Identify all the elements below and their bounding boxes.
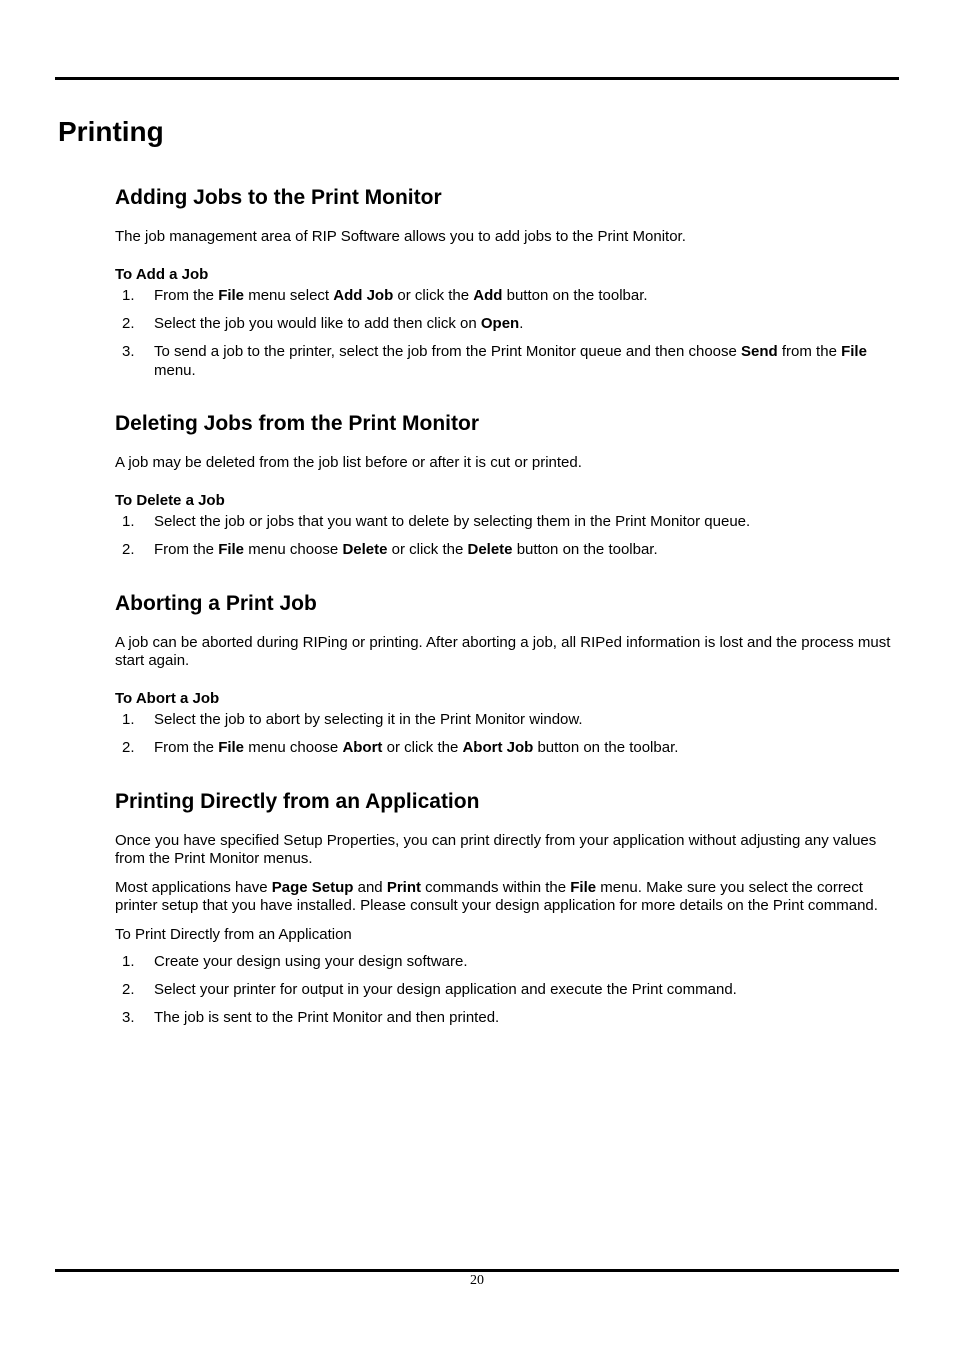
ui-term: File (218, 541, 245, 558)
steps-list (115, 287, 895, 380)
main-content (115, 184, 895, 1058)
step-number: 3. (122, 343, 135, 360)
section-paragraph: A job can be aborted during RIPing or printing. After aborting a job, all RIPed information is lost and the process must start again. (115, 633, 891, 669)
section-paragraph: Most applications have Page Setup and Print commands within the File menu. Make sure you select the correct printer setup that you have installed. Please consult your design application for more details on the Print command. (115, 878, 878, 914)
ui-term: Add (473, 287, 503, 304)
ui-term: Delete (467, 541, 513, 558)
step-text: Select the job or jobs that you want to delete by selecting them in the Print Monitor queue. (154, 513, 751, 530)
step-text: The job is sent to the Print Monitor and then printed. (154, 1009, 500, 1026)
section-heading: Printing Directly from an Application (115, 789, 480, 813)
ui-term: Abort Job (462, 739, 534, 756)
section-printing-directly (115, 788, 895, 1028)
list-item (115, 287, 895, 306)
step-text: From the File menu choose Delete or click the Delete button on the toolbar. (154, 541, 658, 558)
list-item (115, 315, 895, 334)
step-number: 1. (122, 513, 135, 530)
list-item (115, 541, 895, 560)
step-number: 2. (122, 739, 135, 756)
section (115, 184, 895, 380)
bottom-rule (55, 1269, 899, 1272)
step-text: From the File menu select Add Job or click the Add button on the toolbar. (154, 287, 648, 304)
list-item (115, 513, 895, 532)
step-text: To send a job to the printer, select the job from the Print Monitor queue and then choose Send from the File menu. (154, 343, 867, 379)
list-item (115, 711, 895, 730)
step-text: From the File menu choose Abort or click the Abort Job button on the toolbar. (154, 739, 679, 756)
list-item (115, 953, 895, 972)
ui-term: File (841, 343, 867, 360)
step-number: 2. (122, 541, 135, 558)
ui-term: Abort (342, 739, 383, 756)
procedure-title: To Print Directly from an Application (115, 925, 352, 943)
steps-list (115, 953, 895, 1028)
section-heading: Deleting Jobs from the Print Monitor (115, 412, 480, 435)
step-number: 2. (122, 981, 135, 998)
ui-term: Delete (342, 541, 388, 558)
list-item (115, 1009, 895, 1028)
ui-term: Add Job (333, 287, 394, 304)
step-number: 3. (122, 1009, 135, 1026)
ui-term: File (218, 287, 245, 304)
section-paragraph: Once you have specified Setup Properties, you can print directly from your application without adjusting any values from the Print Monitor menus. (115, 831, 877, 867)
step-text: Select the job you would like to add then click on Open. (154, 315, 524, 332)
ui-term: Page Setup (271, 878, 354, 896)
steps-list (115, 513, 895, 560)
top-rule (55, 77, 899, 80)
page-number: 20 (470, 1273, 484, 1288)
step-text: Select your printer for output in your design application and execute the Print command. (154, 981, 737, 998)
step-number: 1. (122, 287, 135, 304)
procedure-title: To Abort a Job (115, 689, 220, 707)
ui-term: Send (741, 343, 778, 360)
list-item (115, 739, 895, 758)
list-item (115, 981, 895, 1000)
section (115, 590, 895, 758)
section (115, 410, 895, 560)
step-text: Select the job to abort by selecting it in the Print Monitor window. (154, 711, 583, 728)
section-paragraph: The job management area of RIP Software allows you to add jobs to the Print Monitor. (115, 228, 686, 245)
step-number: 1. (122, 953, 135, 970)
ui-term: Open (480, 315, 520, 332)
step-number: 1. (122, 711, 135, 728)
ui-term: Print (386, 878, 421, 896)
section-heading: Adding Jobs to the Print Monitor (115, 186, 442, 209)
step-number: 2. (122, 315, 135, 332)
procedure-title: To Add a Job (115, 265, 209, 283)
steps-list (115, 711, 895, 758)
procedure-title: To Delete a Job (115, 491, 225, 509)
section-paragraph: A job may be deleted from the job list before or after it is cut or printed. (115, 454, 582, 471)
page-title: Printing (58, 116, 164, 147)
list-item (115, 343, 895, 380)
step-text: Create your design using your design software. (154, 953, 468, 970)
ui-term: File (570, 878, 597, 896)
sections-container (115, 184, 895, 758)
section-heading: Aborting a Print Job (115, 591, 317, 615)
ui-term: File (218, 739, 245, 756)
